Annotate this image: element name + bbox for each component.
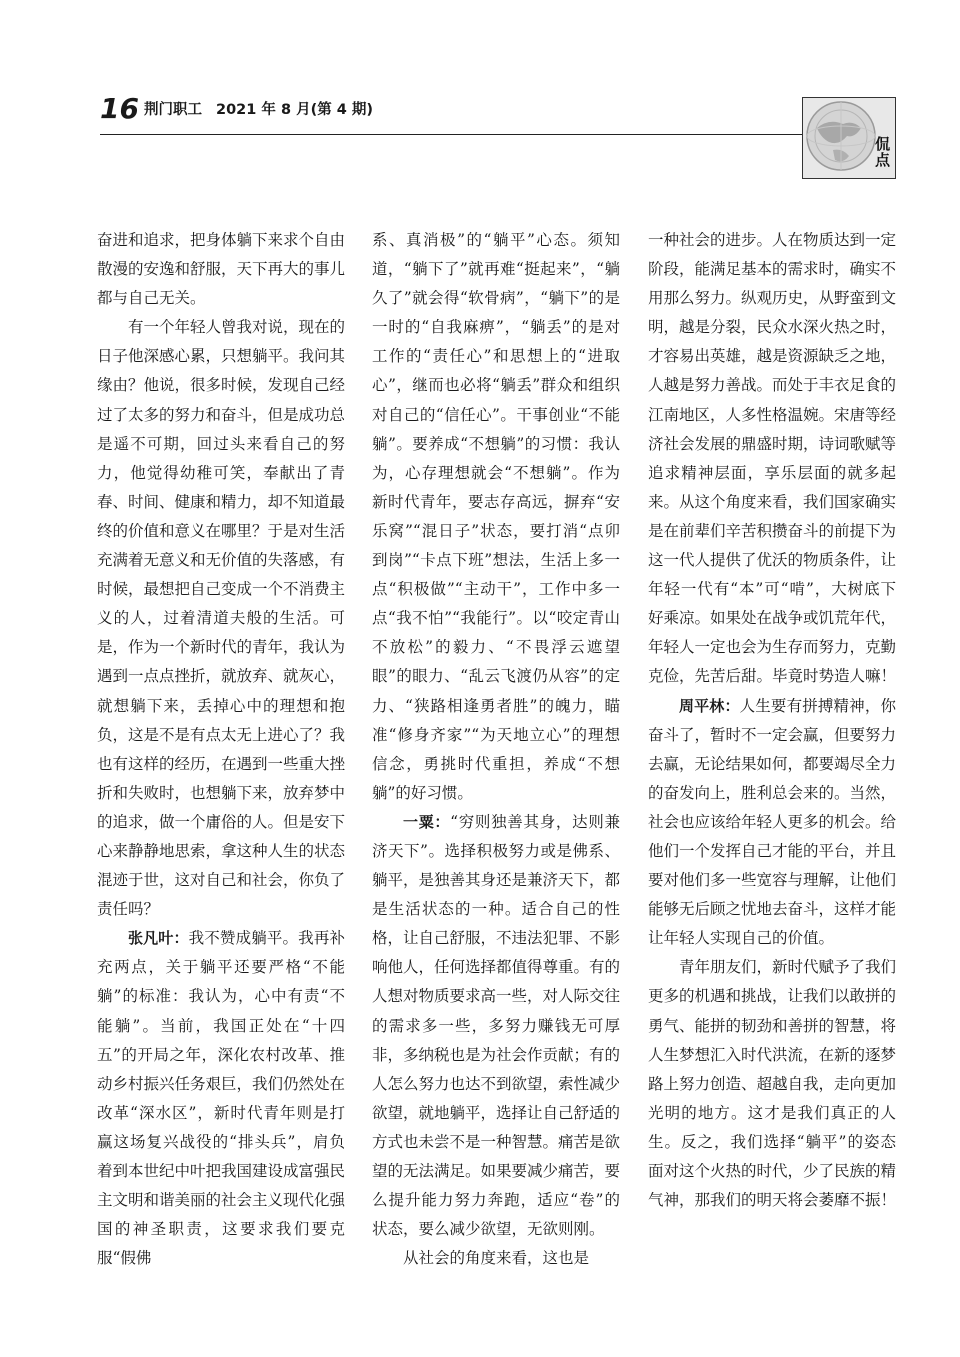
paragraph: [372, 808, 620, 1244]
journal-name: 荆门职工: [144, 102, 202, 118]
section-label: 侃点: [873, 136, 891, 168]
paragraph: [648, 692, 896, 954]
column-1: [97, 226, 345, 1273]
journal-info: [144, 100, 387, 120]
section-badge: [802, 97, 896, 179]
paragraph-text: 我不赞成躺平。我再补充两点，关于躺平还要严格“不能躺”的标准：我认为，心中有责“不能躺”。当前，我国正处在“十四五”的开局之年，深化农村改革、推动乡村振兴任务艰巨，我们仍然处在改革“深水区”，新时代青年则是打赢这场复兴战役的“排头兵”，肩负着到本世纪中叶把我国建设成富强民主文明和谐美丽的社会主义现代化强国的神圣职责，这要求我们要克服“假佛: [97, 929, 346, 1268]
paragraph: [97, 924, 345, 1273]
speaker-name: 一粟：: [403, 812, 451, 831]
paragraph: 一种社会的进步。人在物质达到一定阶段，能满足基本的需求时，确实不用那么努力。纵观历史，从野蛮到文明，越是分裂，民众水深火热之时，才容易出英雄，越是资源缺乏之地，人越是努力善战。而处于丰衣足食的江南地区，人多性格温婉。宋唐等经济社会发展的鼎盛时期，诗词歌赋等追求精神层面，享乐层面的就多起来。从这个角度来看，我们国家确实是在前辈们辛苦积攒奋斗的前提下为这一代人提供了优沃的物质条件，让年轻一代有“本”可“啃”，大树底下好乘凉。如果处在战争或饥荒年代，年轻人一定也会为生存而努力，克勤克俭，先苦后甜。毕竟时势造人嘛！: [648, 231, 897, 686]
paragraph-text: 人生要有拼搏精神，你奋斗了，暂时不一定会赢，但要努力去赢，无论结果如何，都要竭尽全力的奋发向上，胜利总会来的。当然，社会也应该给年轻人更多的机会。给他们一个发挥自己才能的平台，并且要对他们多一些宽容与理解，让他们能够无后顾之忧地去奋斗，这样才能让年轻人实现自己的价值。: [648, 696, 897, 948]
page-header: [100, 92, 800, 132]
paragraph-text: “穷则独善其身，达则兼济天下”。选择积极努力或是佛系、躺平，是独善其身还是兼济天下，都是生活状态的一种。适合自己的性格，让自己舒服，不违法犯罪、不影响他人，任何选择都值得尊重。有的人想对物质要求高一些，对人际交往的需求多一些，多努力赚钱无可厚非，多纳税也是为社会作贡献；有的人怎么努力也达不到欲望，索性减少欲望，就地躺平，选择让自己舒适的方式也未尝不是一种智慧。痛苦是欲望的无法满足。如果要减少痛苦，要么提升能力努力奔跑，适应“卷”的状态，要么减少欲望，无欲则刚。: [372, 812, 621, 1239]
speaker-name: 周平林：: [679, 696, 740, 715]
speaker-name: 张凡叶：: [128, 929, 189, 948]
page-number: 16: [100, 92, 139, 125]
header-divider: [100, 134, 802, 135]
paragraph: 从社会的角度来看，这也是: [403, 1249, 590, 1268]
paragraph: 有一个年轻人曾我对说，现在的日子他深感心累，只想躺平。我问其缘由？他说，很多时候，发现自己经过了太多的努力和奋斗，但是成功总是遥不可期，回过头来看自己的努力，他觉得幼稚可笑，奉献出了青春、时间、健康和精力，却不知道最终的价值和意义在哪里？于是对生活充满着无意义和无价值的失落感，有时候，最想把自己变成一个不消费主义的人，过着清道夫般的生活。可是，作为一个新时代的青年，我认为遇到一点点挫折，就放弃、就灰心，就想躺下来，丢掉心中的理想和抱负，这是不是有点太无上进心了？我也有这样的经历，在遇到一些重大挫折和失败时，也想躺下来，放弃梦中的追求，做一个庸俗的人。但是安下心来静静地思索，拿这种人生的状态混迹于世，这对自己和社会，你负了责任吗？: [97, 318, 346, 919]
paragraph: 系、真消极”的“躺平”心态。须知道，“躺下了”就再难“挺起来”，“躺久了”就会得“软骨病”，“躺下”的是一时的“自我麻痹”，“躺丢”的是对工作的“责任心”和思想上的“进取心”，继而也必将“躺丢”群众和组织对自己的“信任心”。干事创业“不能躺”。要养成“不想躺”的习惯：我认为，心存理想就会“不想躺”。作为新时代青年，要志存高远，摒弃“安乐窝”“混日子”状态，要打消“点卯到岗”“卡点下班”想法，生活上多一点“积极做”“主动干”，工作中多一点“我不怕”“我能行”。以“咬定青山不放松”的毅力、“不畏浮云遮望眼”的眼力、“乱云飞渡仍从容”的定力、“狭路相逢勇者胜”的魄力，瞄准“修身齐家”“为天地立心”的理想信念，勇挑时代重担，养成“不想躺”的好习惯。: [372, 231, 620, 802]
column-3: [648, 226, 896, 1215]
issue-date: 2021 年 8 月(第 4 期): [216, 102, 374, 118]
column-2: [372, 226, 620, 1273]
paragraph: 青年朋友们，新时代赋予了我们更多的机遇和挑战，让我们以敢拼的勇气、能拼的韧劲和善拼的智慧，将人生梦想汇入时代洪流，在新的逐梦路上努力创造、超越自我，走向更加光明的地方。这才是我们真正的人生。反之，我们选择“躺平”的姿态面对这个火热的时代，少了民族的精气神，那我们的明天将会萎靡不振！: [648, 958, 897, 1210]
paragraph: 奋进和追求，把身体躺下来求个自由散漫的安逸和舒服，天下再大的事儿都与自己无关。: [97, 231, 346, 308]
